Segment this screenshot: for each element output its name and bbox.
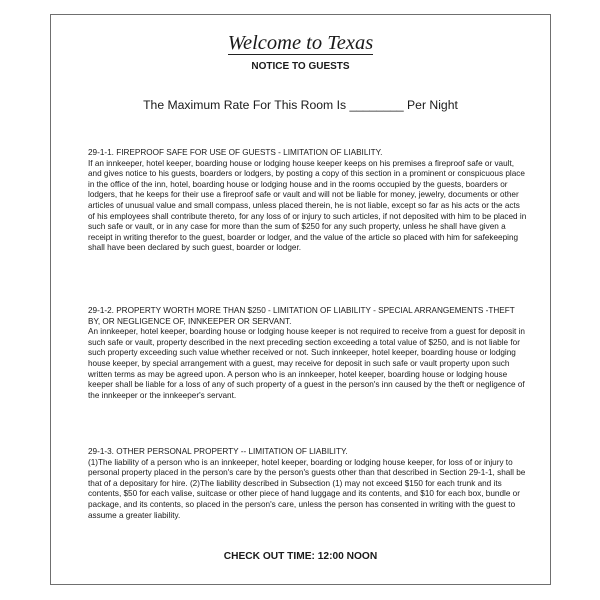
section-heading: 29-1-1. FIREPROOF SAFE FOR USE OF GUESTS - LIMITATION OF LIABILITY.: [88, 148, 383, 157]
title-underline: [228, 54, 373, 55]
section-heading: 29-1-2. PROPERTY WORTH MORE THAN $250 - LIMITATION OF LIABILITY - SPECIAL ARRANGEMENTS -THEFT BY, OR NEGLIGENCE OF, INNKEEPER OR SERVANT.: [88, 306, 515, 326]
section-29-1-2: [88, 306, 528, 401]
section-heading: 29-1-3. OTHER PERSONAL PROPERTY -- LIMITATION OF LIABILITY.: [88, 447, 348, 456]
room-rate-line: The Maximum Rate For This Room Is ________ Per Night: [143, 98, 458, 112]
section-body: An innkeeper, hotel keeper, boarding house or lodging house keeper is not required to receive from a guest for deposit in such safe or vault, property described in the next preceding section exceeding a total value of $250, and is not liable for such property exceeding such value whether received or not. Such innkeeper, hotel keeper, boarding house or lodging house keeper, by special arrangement with a guest, may receive for deposit in such safe or vault property upon such written terms as may be agreed upon. A person who is an innkeeper, hotel keeper, boarding house or lodging house keeper shall be liable for a loss of any of such property of a guest in the person's inn caused by the theft or negligence of the innkeeper or the innkeeper's servant.: [88, 327, 525, 400]
section-body: If an innkeeper, hotel keeper, boarding house or lodging house keeper keeps on his premises a fireproof safe or vault, and gives notice to his guests, boarders or lodgers, by posting a copy of this section in a prominent or conspicuous place in the office of the inn, hotel, boarding house or lodging house and in the rooms occupied by the guests, boarders or lodgers, that he keeps for their use a fireproof safe or vault and will not be liable for money, jewelry, documents or other articles of unusual value and small compass, unless placed therein, he is not liable, except so far as his acts or the acts of his employees shall contribute thereto, for any loss of or injury to such articles, if not deposited with him to be placed in such safe or vault, or in any case for more than the sum of $250 for any such property, unless he shall have given a receipt in writing therefor to the guest, boarder or lodger, and the value of the article so placed with him for safekeeping shall have been declared by such guest, boarder or lodger.: [88, 158, 527, 253]
checkout-time: CHECK OUT TIME: 12:00 NOON: [223, 551, 378, 562]
section-29-1-3: [88, 447, 528, 521]
section-body: (1)The liability of a person who is an innkeeper, hotel keeper, boarding or lodging house keeper, for loss of or injury to personal property placed in the person's care by the person's guests other than that described in Section 29-1-1, shall be that of a depositary for hire. (2)The liability described in Subsection (1) may not exceed $150 for each trunk and its contents, $50 for each valise, suitcase or other piece of hand luggage and its contents, and $10 for each box, bundle or package, and its contents, so placed in the person's care, unless the person has consented in writing with the guest to assume a greater liability.: [88, 457, 526, 520]
section-29-1-1: [88, 148, 528, 254]
notice-subtitle: NOTICE TO GUESTS: [251, 61, 350, 72]
notice-title: Welcome to Texas: [227, 32, 374, 54]
notice-sheet: [50, 14, 551, 585]
